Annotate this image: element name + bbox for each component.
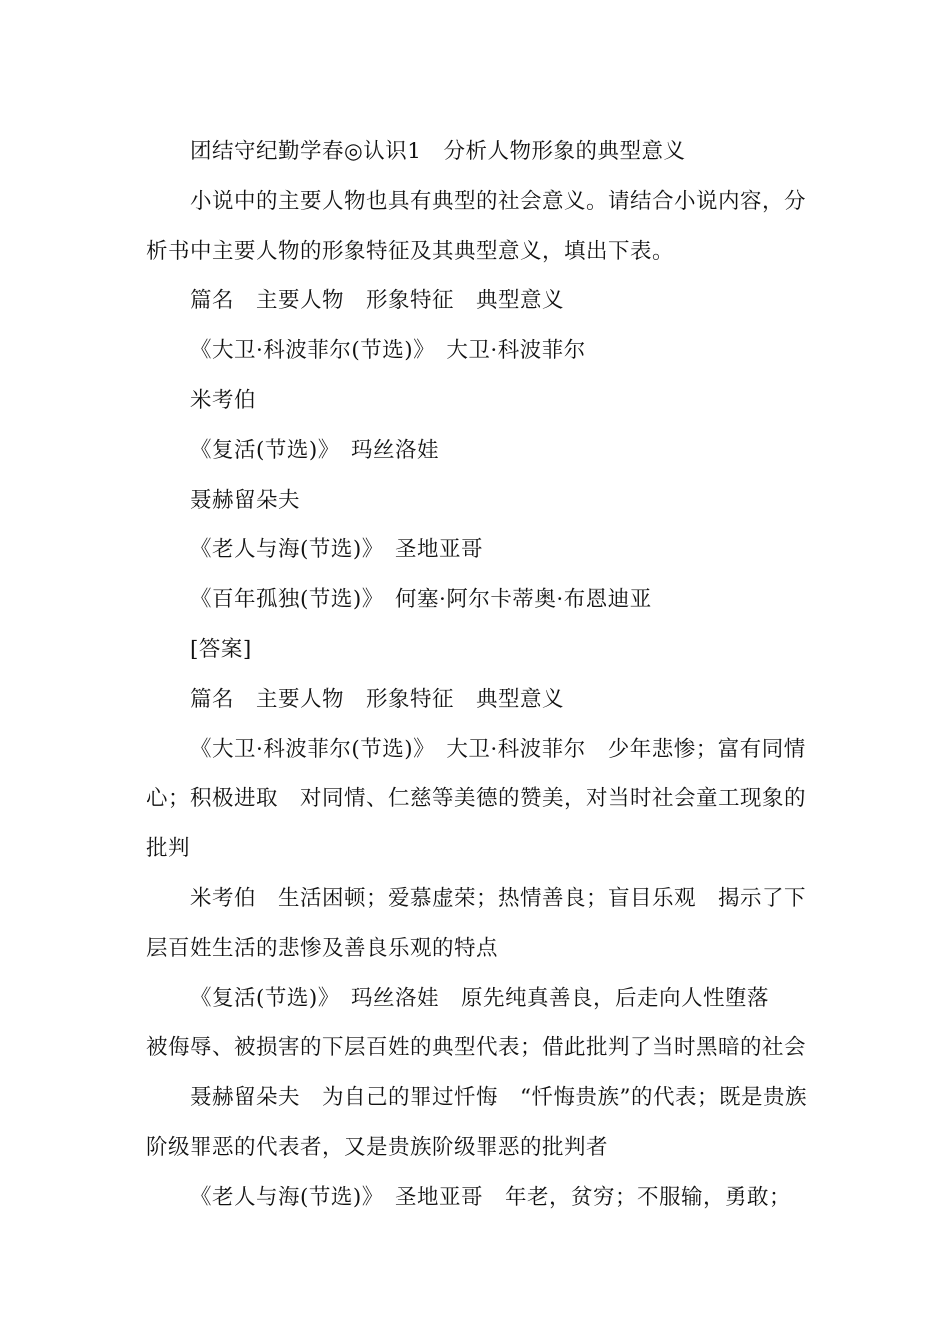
prompt-paragraph: 小说中的主要人物也具有典型的社会意义。请结合小说内容，分析书中主要人物的形象特征及其典型意义，填出下表。 bbox=[146, 188, 807, 264]
answer-row-micawber: 米考伯 生活困顿；爱慕虚荣；热情善良；盲目乐观 揭示了下层百姓生活的悲惨及善良乐观的特点 bbox=[146, 885, 807, 961]
table-header-line: 篇名 主要人物 形象特征 典型意义 bbox=[190, 288, 565, 314]
question-row-david: 《大卫·科波菲尔(节选)》 大卫·科波菲尔 bbox=[190, 338, 586, 364]
question-row-resurrection: 《复活(节选)》 玛丝洛娃 bbox=[190, 437, 440, 463]
question-row-old-man-sea: 《老人与海(节选)》 圣地亚哥 bbox=[190, 537, 484, 563]
answer-row-old-man-sea: 《老人与海(节选)》 圣地亚哥 年老，贫穷；不服输，勇敢； bbox=[190, 1184, 792, 1210]
question-row-solitude: 《百年孤独(节选)》 何塞·阿尔卡蒂奥·布恩迪亚 bbox=[190, 587, 652, 613]
question-row-micawber: 米考伯 bbox=[190, 387, 257, 413]
answer-header-line: 篇名 主要人物 形象特征 典型意义 bbox=[190, 686, 565, 712]
answer-row-nekhlyudov: 聂赫留朵夫 为自己的罪过忏悔 “忏悔贵族”的代表；既是贵族阶级罪恶的代表者，又是贵族阶级罪恶的批判者 bbox=[146, 1085, 807, 1160]
answer-row-david: 《大卫·科波菲尔(节选)》 大卫·科波菲尔 少年悲惨；富有同情心；积极进取 对同情、仁慈等美德的赞美，对当时社会童工现象的批判 bbox=[146, 736, 807, 862]
answer-row-resurrection: 《复活(节选)》 玛丝洛娃 原先纯真善良，后走向人性堕落 被侮辱、被损害的下层百姓的典型代表；借此批判了当时黑暗的社会 bbox=[146, 985, 807, 1061]
answer-label: [答案] bbox=[190, 636, 252, 662]
section-heading: 团结守纪勤学春◎认识1 分析人物形象的典型意义 bbox=[190, 139, 686, 164]
document-body bbox=[146, 127, 810, 1223]
question-row-nekhlyudov: 聂赫留朵夫 bbox=[190, 487, 301, 513]
